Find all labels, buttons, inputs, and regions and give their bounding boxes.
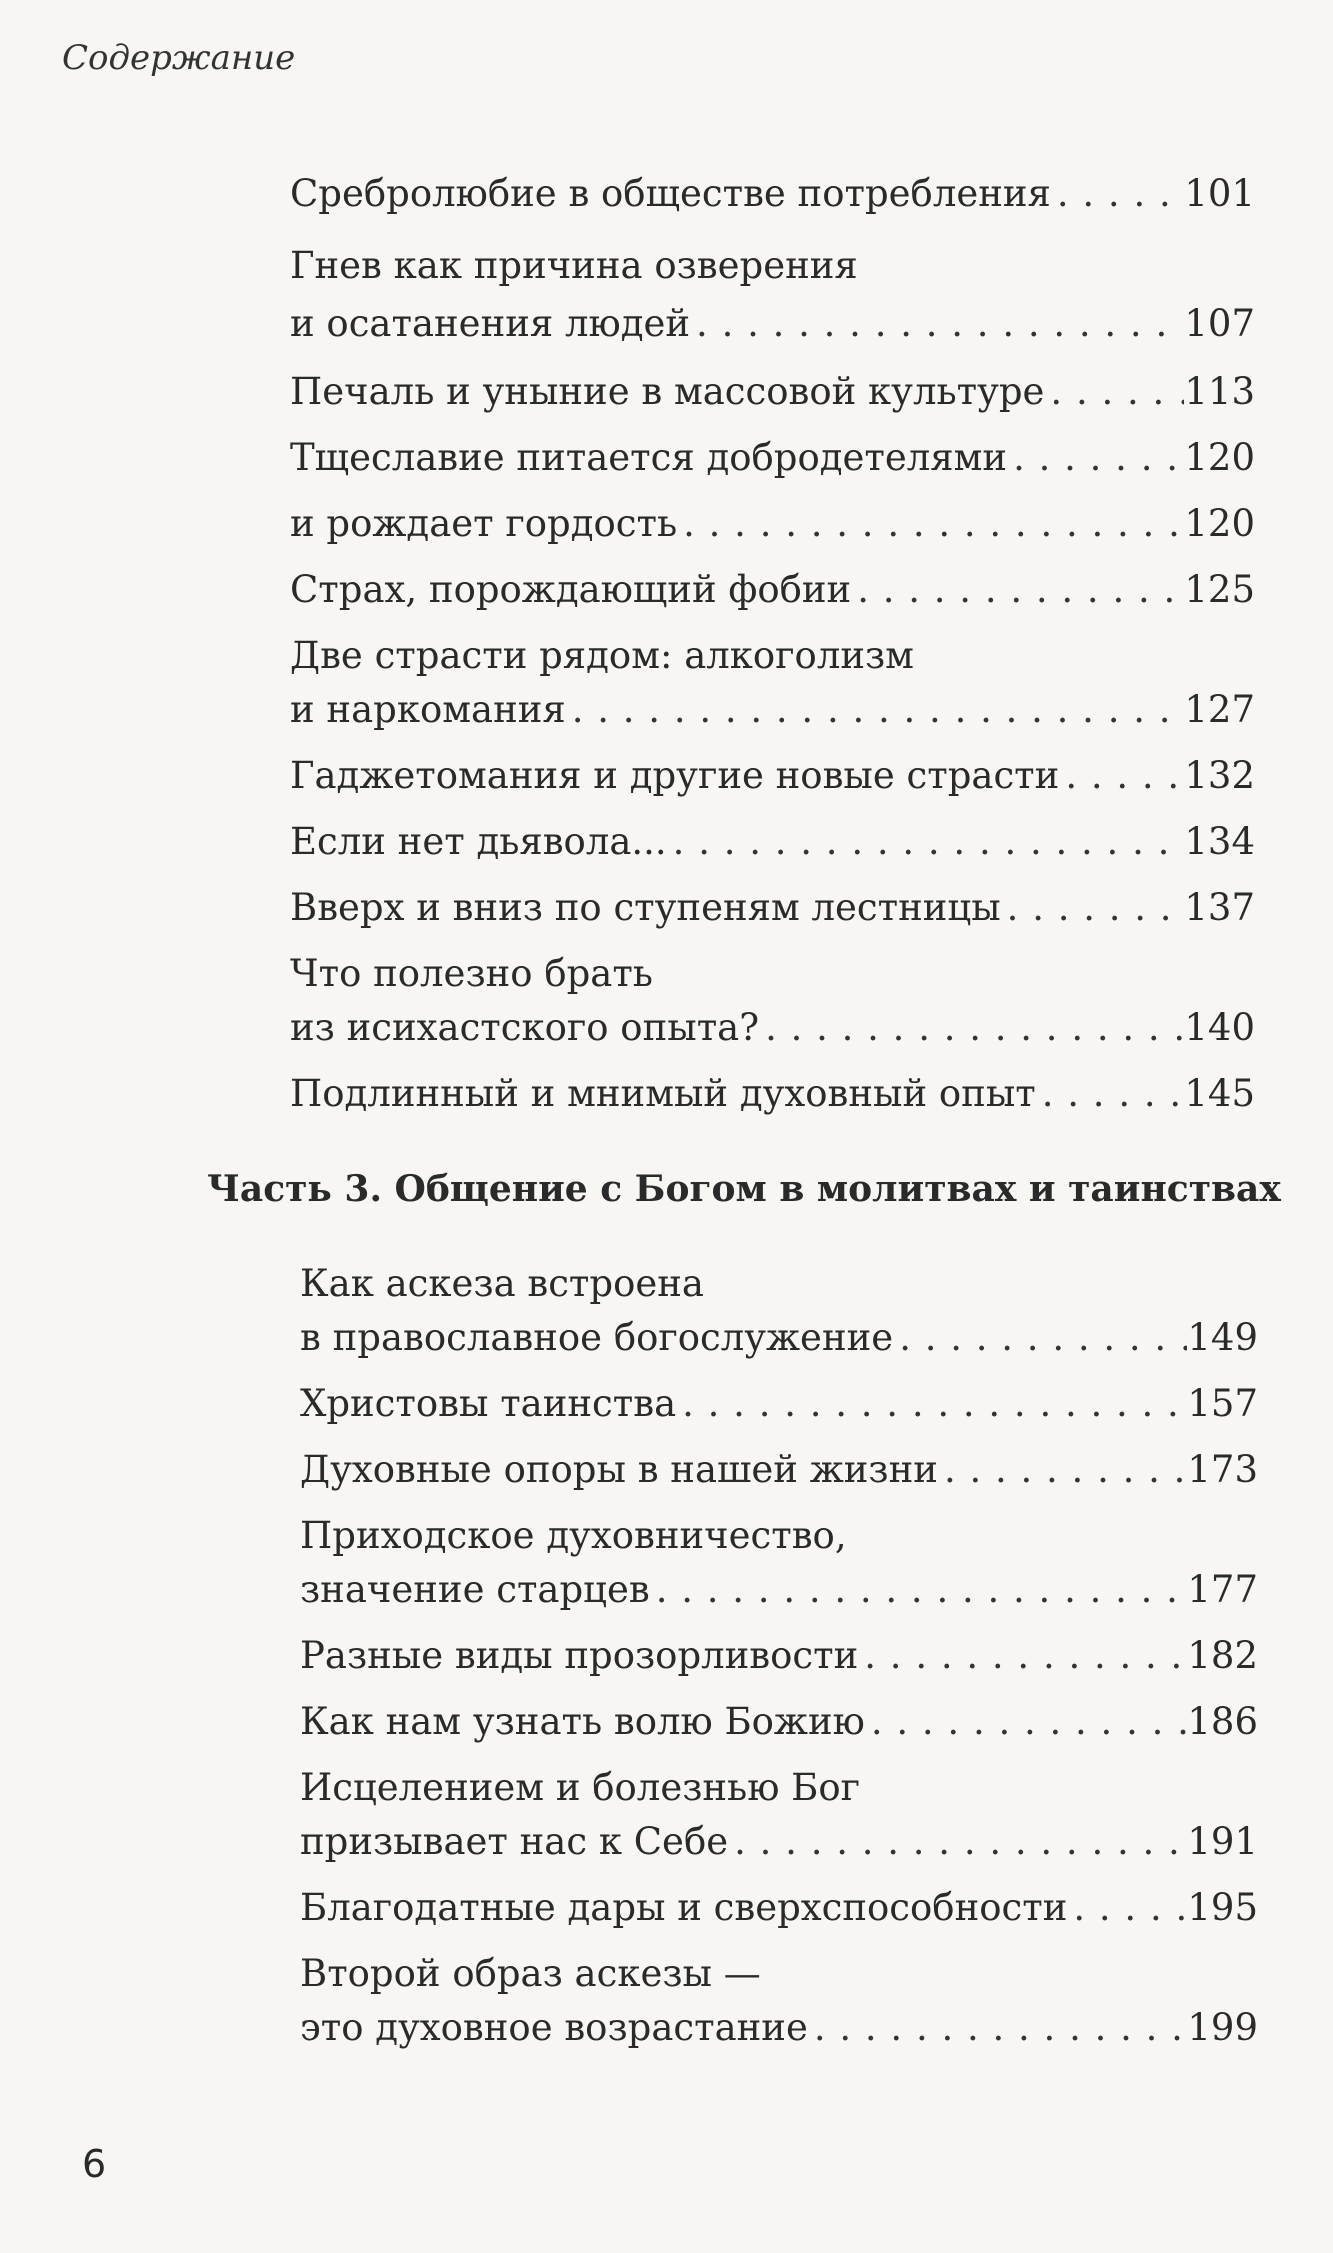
toc-page-number: 195	[1187, 1886, 1258, 1929]
toc-entry-title: Подлинный и мнимый духовный опыт	[290, 1072, 1036, 1115]
leader-dots	[1007, 436, 1184, 480]
toc-page-number: 113	[1184, 370, 1255, 413]
toc-page-number: 186	[1187, 1700, 1258, 1743]
toc-entry[interactable]	[300, 1820, 1258, 1864]
toc-entry-title: призывает нас к Себе	[300, 1820, 729, 1863]
toc-entry-title: из исихастского опыта?	[290, 1006, 760, 1049]
leader-dots	[650, 1568, 1188, 1612]
toc-entry-title: Сребролюбие в обществе потребления	[290, 172, 1051, 215]
leader-dots	[808, 2006, 1188, 2050]
toc-entry-title: Благодатные дары и сверхспособности	[300, 1886, 1068, 1929]
toc-entry[interactable]	[290, 568, 1255, 612]
toc-page-number: 127	[1184, 688, 1255, 731]
toc-entry-title: Тщеславие питается добродетелями	[290, 436, 1008, 479]
leader-dots	[1044, 370, 1184, 414]
toc-entry-title: Приходское духовничество,	[300, 1514, 847, 1557]
toc-entry[interactable]	[290, 172, 1255, 216]
leader-dots	[1001, 886, 1185, 930]
leader-dots	[667, 820, 1185, 864]
leader-dots	[1036, 1072, 1185, 1116]
toc-entry[interactable]	[300, 1316, 1258, 1360]
toc-page-number: 145	[1184, 1072, 1255, 1115]
toc-entry[interactable]	[290, 502, 1255, 546]
toc-page-number: 120	[1184, 436, 1255, 479]
leader-dots	[1051, 172, 1184, 216]
toc-entry-title: Духовные опоры в нашей жизни	[300, 1448, 938, 1491]
toc-page-number: 173	[1187, 1448, 1258, 1491]
toc-entry-title: Печаль и уныние в массовой культуре	[290, 370, 1045, 413]
toc-entry[interactable]	[300, 1568, 1258, 1612]
leader-dots	[893, 1316, 1187, 1360]
toc-entry-title: Христовы таинства	[300, 1382, 677, 1425]
toc-entry-title: Страх, порождающий фобии	[290, 568, 852, 611]
toc-page-number: 137	[1184, 886, 1255, 929]
toc-entry-title: Как аскеза встроена	[300, 1262, 704, 1305]
toc-entry-title: и осатанения людей	[290, 302, 691, 345]
toc-entry[interactable]	[290, 302, 1255, 346]
toc-entry[interactable]	[300, 1886, 1258, 1930]
leader-dots	[728, 1820, 1187, 1864]
toc-page-number: 199	[1187, 2006, 1258, 2049]
leader-dots	[566, 688, 1185, 732]
toc-entry[interactable]	[300, 1634, 1258, 1678]
toc-entry-title: Что полезно брать	[290, 952, 653, 995]
toc-entry[interactable]	[290, 1072, 1255, 1116]
toc-entry[interactable]	[290, 886, 1255, 930]
toc-entry-title: и наркомания	[290, 688, 566, 731]
part-heading[interactable]: Часть 3. Общение с Богом в молитвах и таинствах	[207, 1168, 1281, 1210]
toc-entry-title: в православное богослужение	[300, 1316, 894, 1359]
toc-entry-title: значение старцев	[300, 1568, 650, 1611]
leader-dots	[938, 1448, 1187, 1492]
leader-dots	[759, 1006, 1184, 1050]
toc-page-number: 182	[1187, 1634, 1258, 1677]
running-header: Содержание	[62, 38, 296, 78]
toc-page-number: 191	[1187, 1820, 1258, 1863]
toc-entry-title: Гнев как причина озверения	[290, 244, 858, 287]
toc-entry-title: Как нам узнать волю Божию	[300, 1700, 865, 1743]
toc-entry-title: Исцелением и болезнью Бог	[300, 1766, 861, 1809]
leader-dots	[677, 502, 1184, 546]
toc-entry[interactable]	[290, 436, 1255, 480]
toc-entry[interactable]	[300, 1382, 1258, 1426]
toc-entry-title: Две страсти рядом: алкоголизм	[290, 634, 914, 677]
toc-page-number: 107	[1184, 302, 1255, 345]
toc-entry[interactable]	[300, 1700, 1258, 1744]
toc-page-number: 149	[1187, 1316, 1258, 1359]
leader-dots	[690, 302, 1184, 346]
toc-entry-title: Второй образ аскезы —	[300, 1952, 761, 1995]
toc-entry-title: это духовное возрастание	[300, 2006, 808, 2049]
toc-entry[interactable]	[290, 688, 1255, 732]
toc-page-number: 140	[1184, 1006, 1255, 1049]
toc-entry-title: Если нет дьявола...	[290, 820, 667, 863]
page-number: 6	[82, 2142, 107, 2186]
toc-page-number: 134	[1184, 820, 1255, 863]
leader-dots	[865, 1700, 1188, 1744]
toc-entry-title: Вверх и вниз по ступеням лестницы	[290, 886, 1001, 929]
toc-entry[interactable]	[290, 370, 1255, 414]
toc-page-number: 101	[1184, 172, 1255, 215]
leader-dots	[1059, 754, 1184, 798]
toc-entry[interactable]	[300, 1448, 1258, 1492]
toc-entry-title: Разные виды прозорливости	[300, 1634, 859, 1677]
toc-page-number: 125	[1184, 568, 1255, 611]
toc-entry[interactable]	[290, 1006, 1255, 1050]
toc-page-number: 132	[1184, 754, 1255, 797]
leader-dots	[1067, 1886, 1187, 1930]
leader-dots	[858, 1634, 1187, 1678]
toc-entry[interactable]	[290, 820, 1255, 864]
toc-entry[interactable]	[300, 2006, 1258, 2050]
toc-page-number: 177	[1187, 1568, 1258, 1611]
leader-dots	[851, 568, 1184, 612]
toc-entry[interactable]	[290, 754, 1255, 798]
toc-page-number: 120	[1184, 502, 1255, 545]
leader-dots	[676, 1382, 1187, 1426]
toc-page-number: 157	[1187, 1382, 1258, 1425]
toc-entry-title: и рождает гордость	[290, 502, 678, 545]
toc-entry-title: Гаджетомания и другие новые страсти	[290, 754, 1060, 797]
